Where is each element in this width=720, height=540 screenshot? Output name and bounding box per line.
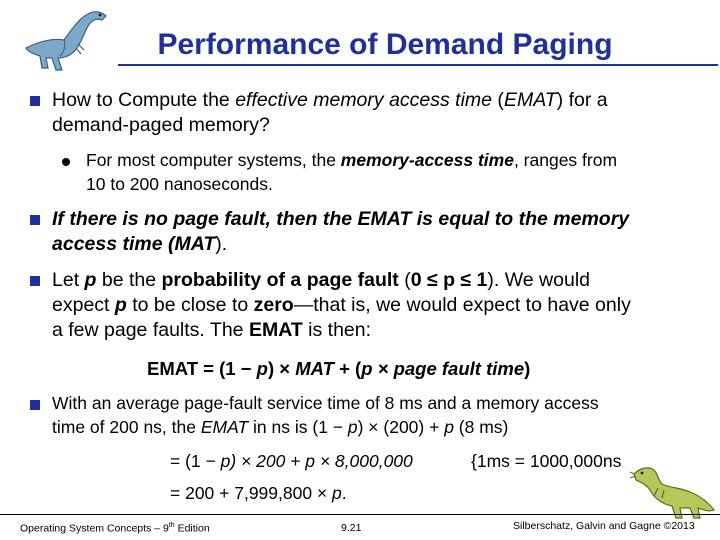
- page-title: Performance of Demand Paging: [157, 28, 613, 61]
- emat-formula: EMAT = (1 − p) × MAT + (p × page fault time): [147, 358, 531, 379]
- unit-note: {1ms = 1000,000ns: [471, 451, 622, 471]
- footer-page-number: 9.21: [341, 522, 362, 534]
- sub-bullet-1-line-2: 10 to 200 nanoseconds.: [86, 174, 273, 194]
- bullet-1-line-2: demand-paged memory?: [52, 114, 270, 136]
- bullet-3-line-2: expect p to be close to zero—that is, we would expect to have only: [52, 294, 631, 316]
- bullet-3-line-3: a few page faults. The EMAT is then:: [52, 319, 372, 341]
- bullet-marker: [30, 276, 40, 286]
- title-underline: [118, 64, 718, 66]
- bullet-marker: [30, 215, 40, 225]
- sub-bullet-marker: [62, 158, 70, 166]
- bullet-1-line-1: How to Compute the effective memory access time (EMAT) for a: [52, 89, 608, 111]
- sub-bullet-1-line-1: For most computer systems, the memory-access time, ranges from: [86, 150, 618, 170]
- bullet-4-line-2: time of 200 ns, the EMAT in ns is (1 − p) × (200) + p (8 ms): [52, 417, 509, 437]
- bullet-4-line-1: With an average page-fault service time of 8 ms and a memory access: [52, 393, 599, 413]
- footer-right: Silberschatz, Galvin and Gagne ©2013: [513, 520, 695, 532]
- bullet-marker: [30, 400, 40, 410]
- calc-line-2: = 200 + 7,999,800 × p.: [170, 483, 347, 503]
- calc-line-1: = (1 − p) × 200 + p × 8,000,000: [170, 451, 413, 471]
- bullet-marker: [30, 96, 40, 106]
- dinosaur-icon: [628, 458, 720, 522]
- bullet-2-line-2: access time (MAT).: [52, 233, 228, 255]
- footer-left: Operating System Concepts – 9th Edition: [20, 522, 210, 535]
- bullet-3-line-1: Let p be the probability of a page fault (0 ≤ p ≤ 1). We would: [52, 269, 591, 291]
- footer-divider: [0, 514, 720, 515]
- bullet-2-line-1: If there is no page fault, then the EMAT is equal to the memory: [52, 208, 630, 230]
